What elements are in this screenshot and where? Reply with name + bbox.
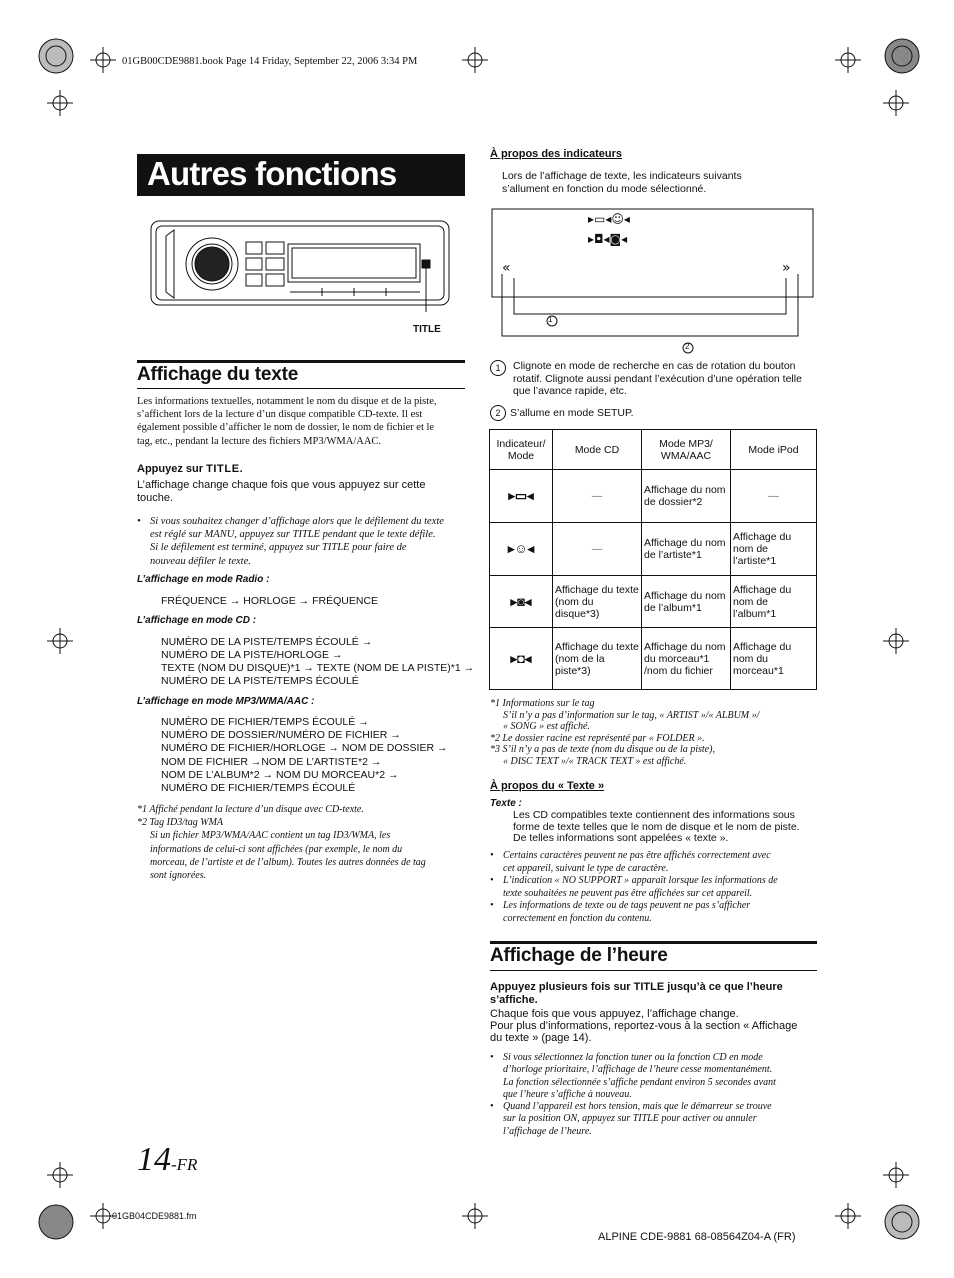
texte-label: Texte : bbox=[490, 798, 522, 809]
indicator-table bbox=[489, 429, 817, 690]
table-row: ▸▭◂ — Affichage du nom de dossier*2 — bbox=[490, 470, 817, 523]
section1-heading: Affichage du texte bbox=[137, 364, 299, 385]
table-row: ▸◘◂ Affichage du texte (nom de la piste*3) Affichage du nom du morceau*1 /nom du fichier Affichage du nom du morceau*1 bbox=[490, 628, 817, 690]
table-header: Mode CD bbox=[553, 430, 642, 470]
album-indicator-icon: ▸◙◂ bbox=[490, 576, 553, 628]
indicator-desc-2: 2 S’allume en mode SETUP. bbox=[490, 405, 634, 421]
cd-mode-sequence: NUMÉRO DE LA PISTE/TEMPS ÉCOULÉ → NUMÉRO DE LA PISTE/HORLOGE → TEXTE (NOM DU DISQUE)*1 → TEXTE (NOM DE LA PISTE)*1 → NUMÉRO DE LA PISTE/TEMPS ÉCOULÉ bbox=[161, 636, 475, 687]
title-banner bbox=[137, 154, 465, 196]
section1-footnotes: *1 Affiché pendant la lecture d’un disque avec CD-texte. *2 Tag ID3/tag WMA Si un fichier MP3/WMA/AAC contient un tag ID3/WMA, les informations de celui-ci sont affichées (par exemple, le nom du morceau, de l’artiste et de l’album). Toutes les autres données de tag sont ignorées. bbox=[137, 804, 426, 882]
section2-heading: Affichage de l’heure bbox=[490, 945, 668, 966]
callout-1-label: 1 bbox=[548, 315, 553, 324]
table-header: Mode MP3/ WMA/AAC bbox=[642, 430, 731, 470]
title-key: TITLE bbox=[206, 463, 240, 475]
table-header: Indicateur/ Mode bbox=[490, 430, 553, 470]
press-title-instruction: Appuyez sur TITLE. bbox=[137, 463, 243, 475]
device-illustration bbox=[150, 220, 450, 312]
indicators-intro: Lors de l’affichage de texte, les indicateurs suivants s’allument en fonction du mode sélectionné. bbox=[502, 170, 742, 195]
mp3-mode-sequence: NUMÉRO DE FICHIER/TEMPS ÉCOULÉ → NUMÉRO DE DOSSIER/NUMÉRO DE FICHIER → NUMÉRO DE FICHIER/HORLOGE → NOM DE DOSSIER → NOM DE FICHIER →NOM DE L’ARTISTE*2 → NOM DE L’ALBUM*2 → NOM DU MORCEAU*2 → NUMÉRO DE FICHIER/TEMPS ÉCOULÉ bbox=[161, 716, 448, 795]
texte-heading: À propos du « Texte » bbox=[490, 780, 605, 792]
section1-underline bbox=[137, 388, 465, 389]
cd-mode-label: L’affichage en mode CD : bbox=[137, 615, 257, 626]
section2-underline bbox=[490, 970, 817, 971]
table-notes: *1 Informations sur le tag S’il n’y a pas d’information sur le tag, « ARTIST »/« ALBUM »/ « SONG » est affiché. *2 Le dossier racine est représenté par « FOLDER ». *3 S’il n’y a pas de texte (nom du disque ou de la piste), « DISC TEXT »/« TRACK TEXT » est affiché. bbox=[490, 698, 760, 767]
page-number: 14-FR bbox=[137, 1141, 198, 1178]
texte-bullets bbox=[490, 850, 820, 925]
svg-text:▸▭◂☺◂: ▸▭◂☺◂ bbox=[588, 212, 630, 226]
table-header: Mode iPod bbox=[731, 430, 817, 470]
radio-mode-sequence: FRÉQUENCE → HORLOGE → FRÉQUENCE bbox=[161, 595, 379, 607]
list-item: • L’indication « NO SUPPORT » apparaît lorsque les informations de texte souhaitées ne peuvent pas être affichées sur cet appareil. bbox=[490, 875, 778, 899]
artist-indicator-icon: ▸☺◂ bbox=[490, 523, 553, 576]
song-indicator-icon: ▸◘◂ bbox=[490, 628, 553, 690]
indicators-heading: À propos des indicateurs bbox=[490, 148, 623, 160]
texte-description: Les CD compatibles texte contiennent des informations sous forme de texte telles que le nom de disque et le nom de piste. De telles informations sont appelées « texte ». bbox=[513, 809, 800, 844]
section2-rule bbox=[490, 941, 817, 944]
section1-intro: Les informations textuelles, notamment le nom du disque et de la piste, s’affichent lors de la lecture d’un disque compatible CD-texte. Il est également possible d’afficher le nom de dossier, le nom de fichier et le tag, etc., pendant la lecture des fichiers MP3/WMA/AAC. bbox=[137, 396, 437, 447]
file-info: 01GB00CDE9881.book Page 14 Friday, September 22, 2006 3:34 PM bbox=[122, 56, 418, 67]
footer-file: 01GB04CDE9881.fm bbox=[112, 1211, 197, 1221]
section2-bullets bbox=[490, 1052, 820, 1138]
page-title: Autres fonctions bbox=[147, 155, 397, 192]
section2-description: Chaque fois que vous appuyez, l’affichage change. Pour plus d’informations, reportez-vous à la section « Affichage du texte » (page 14). bbox=[490, 1008, 798, 1044]
title-button-label: TITLE bbox=[413, 324, 441, 335]
list-item: • Certains caractères peuvent ne pas être affichés correctement avec cet appareil, suivant le type de caractère. bbox=[490, 850, 771, 874]
svg-text:»: » bbox=[782, 260, 791, 276]
radio-mode-label: L’affichage en mode Radio : bbox=[137, 574, 270, 585]
table-row: ▸☺◂ — Affichage du nom de l’artiste*1 Affichage du nom de l’artiste*1 bbox=[490, 523, 817, 576]
svg-text:▸◘◂◙◂: ▸◘◂◙◂ bbox=[588, 232, 628, 246]
list-item: • Quand l’appareil est hors tension, mais que le démarreur se trouve sur la position ON, appuyez sur TITLE pour activer ou annuler l’affichage de l’heure. bbox=[490, 1101, 772, 1137]
callout-2-label: 2 bbox=[685, 342, 690, 351]
press-title-repeat-instruction: Appuyez plusieurs fois sur TITLE jusqu’à ce que l’heure s’affiche. bbox=[490, 981, 783, 1006]
scroll-note: • Si vous souhaitez changer d’affichage alors que le défilement du texte est réglé sur MANU, appuyez sur TITLE pendant que le texte défile. Si le défilement est terminé, appuyez sur TITLE pour faire de nouveau défiler le texte. bbox=[137, 516, 444, 567]
indicator-diagram bbox=[490, 208, 820, 358]
indicator-desc-1: 1 Clignote en mode de recherche en cas de rotation du bouton rotatif. Clignote aussi pendant l’exécution d’une opération telle que l’avance rapide, etc. bbox=[490, 360, 820, 398]
press-title-description: L’affichage change chaque fois que vous appuyez sur cette touche. bbox=[137, 479, 426, 504]
mp3-mode-label: L’affichage en mode MP3/WMA/AAC : bbox=[137, 696, 315, 707]
list-item: • Si vous sélectionnez la fonction tuner ou la fonction CD en mode d’horloge prioritaire, l’affichage de l’heure cesse momentanément. La fonction sélectionnée s’affiche pendant environ 5 secondes avant que l’heure s’affiche à nouveau. bbox=[490, 1052, 776, 1100]
svg-text:«: « bbox=[502, 260, 511, 276]
folder-indicator-icon: ▸▭◂ bbox=[490, 470, 553, 523]
list-item: • Les informations de texte ou de tags peuvent ne pas s’afficher correctement en fonction du contenu. bbox=[490, 900, 751, 924]
section1-rule bbox=[137, 360, 465, 363]
table-row: ▸◙◂ Affichage du texte (nom du disque*3) Affichage du nom de l’album*1 Affichage du nom de l’album*1 bbox=[490, 576, 817, 628]
footer-model: ALPINE CDE-9881 68-08564Z04-A (FR) bbox=[598, 1231, 796, 1243]
